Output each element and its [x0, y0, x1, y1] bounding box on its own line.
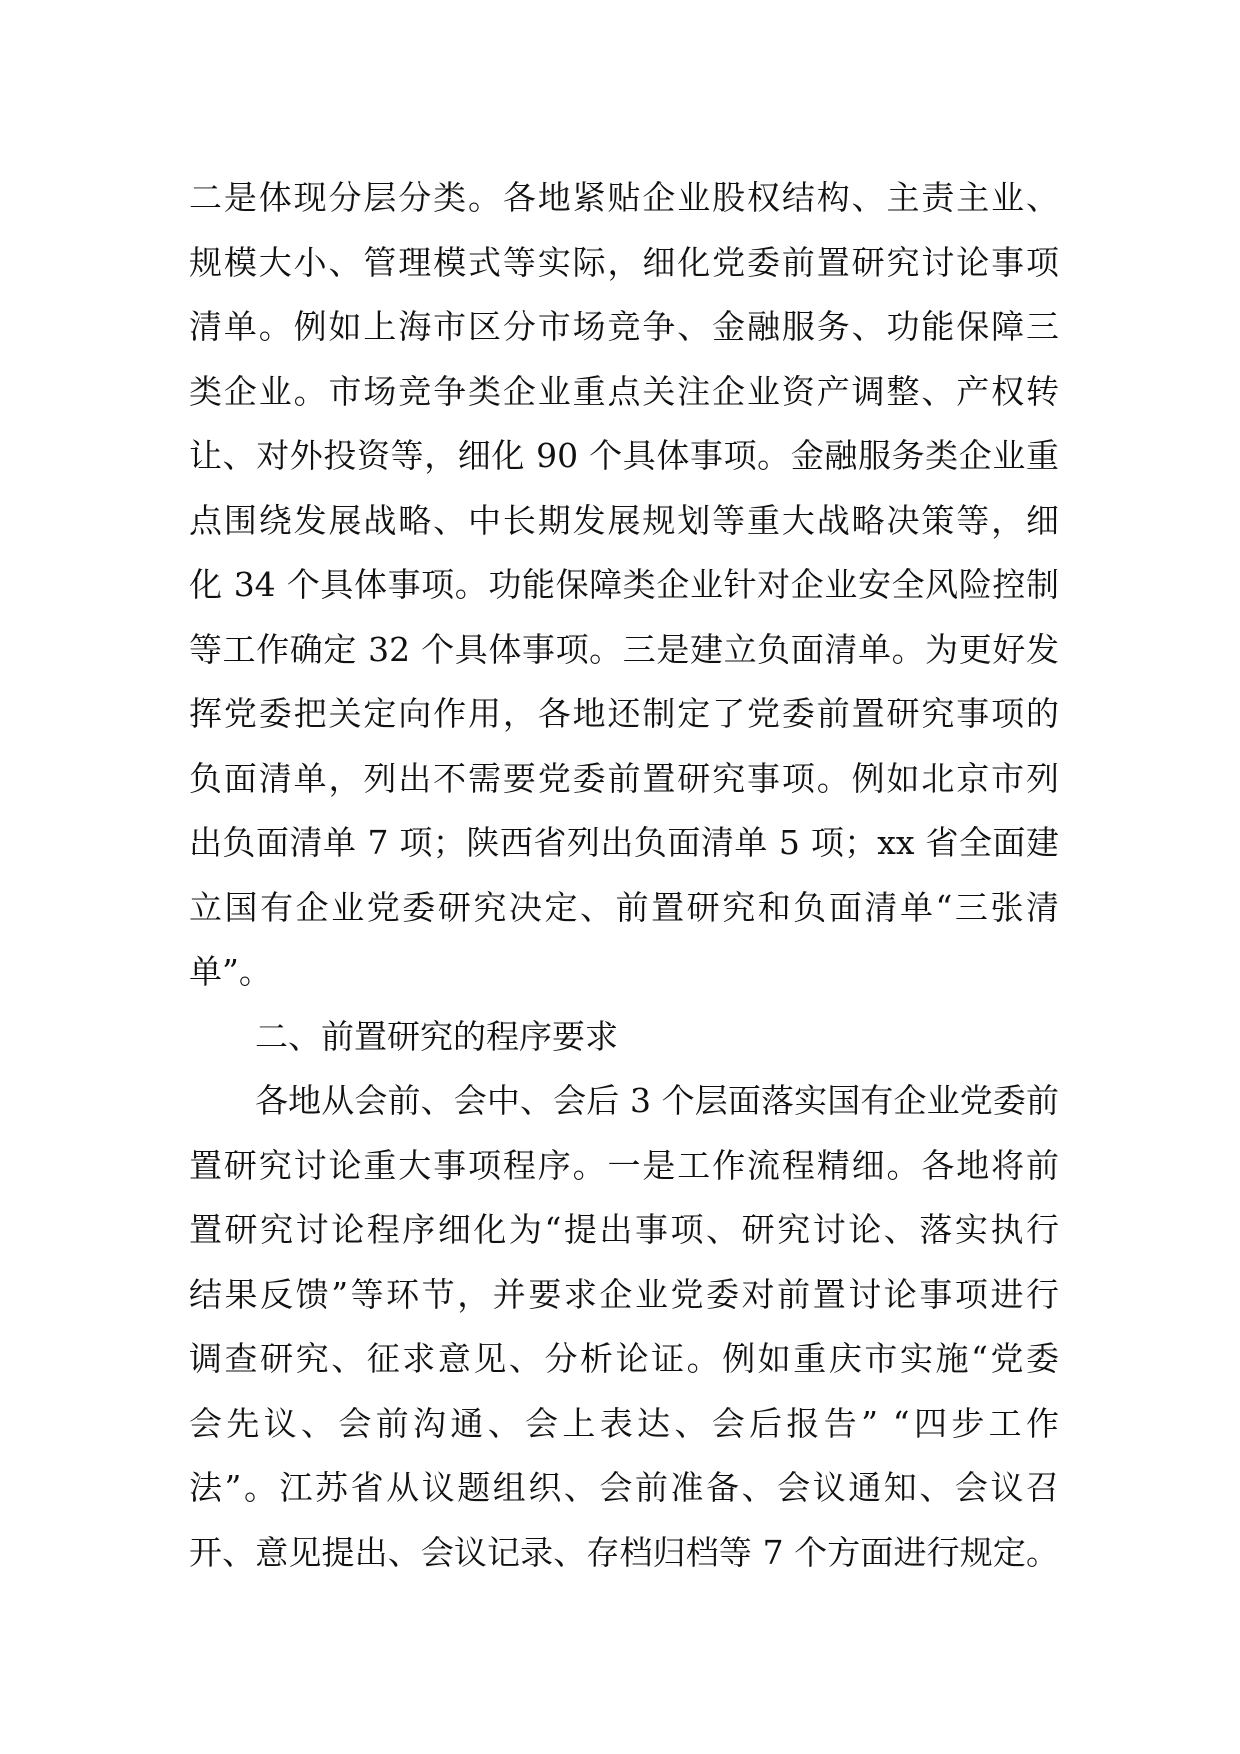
document-body — [189, 166, 1059, 1585]
paragraph-line: 法”。江苏省从议题组织、会前准备、会议通知、会议召 — [189, 1468, 1059, 1507]
paragraph-line: 结果反馈”等环节，并要求企业党委对前置讨论事项进行 — [189, 1274, 1059, 1314]
paragraph-line: 清单。例如上海市区分市场竞争、金融服务、功能保障三 — [189, 307, 1059, 346]
paragraph-line: 二是体现分层分类。各地紧贴企业股权结构、主责主业、 — [189, 178, 1059, 217]
paragraph-line: 会先议、会前沟通、会上表达、会后报告” “四步工作 — [189, 1403, 1059, 1443]
paragraph-line: 单”。 — [189, 952, 272, 991]
paragraph-line: 置研究讨论程序细化为“提出事项、研究讨论、落实执行 — [189, 1210, 1059, 1249]
section-heading: 二、前置研究的程序要求 — [255, 1016, 618, 1056]
paragraph-line: 出负面清单 7 项；陕西省列出负面清单 5 项；xx 省全面建 — [189, 823, 1059, 862]
paragraph-line: 化 34 个具体事项。功能保障类企业针对企业安全风险控制 — [189, 565, 1059, 604]
paragraph-line: 负面清单，列出不需要党委前置研究事项。例如北京市列 — [189, 758, 1059, 798]
paragraph-line: 点围绕发展战略、中长期发展规划等重大战略决策等，细 — [189, 500, 1059, 540]
paragraph-line: 规模大小、管理模式等实际，细化党委前置研究讨论事项 — [189, 242, 1059, 282]
paragraph-line: 调查研究、征求意见、分析论证。例如重庆市实施“党委 — [189, 1339, 1059, 1378]
paragraph-line: 置研究讨论重大事项程序。一是工作流程精细。各地将前 — [189, 1145, 1059, 1185]
paragraph-line: 立国有企业党委研究决定、前置研究和负面清单“三张清 — [189, 887, 1059, 927]
paragraph-line: 类企业。市场竞争类企业重点关注企业资产调整、产权转 — [189, 371, 1059, 411]
paragraph-line: 等工作确定 32 个具体事项。三是建立负面清单。为更好发 — [189, 629, 1059, 669]
paragraph-line: 各地从会前、会中、会后 3 个层面落实国有企业党委前 — [255, 1081, 1059, 1120]
paragraph-line: 让、对外投资等，细化 90 个具体事项。金融服务类企业重 — [189, 436, 1059, 475]
paragraph-line: 开、意见提出、会议记录、存档归档等 7 个方面进行规定。 — [189, 1532, 1059, 1572]
paragraph-line: 挥党委把关定向作用，各地还制定了党委前置研究事项的 — [189, 694, 1059, 733]
